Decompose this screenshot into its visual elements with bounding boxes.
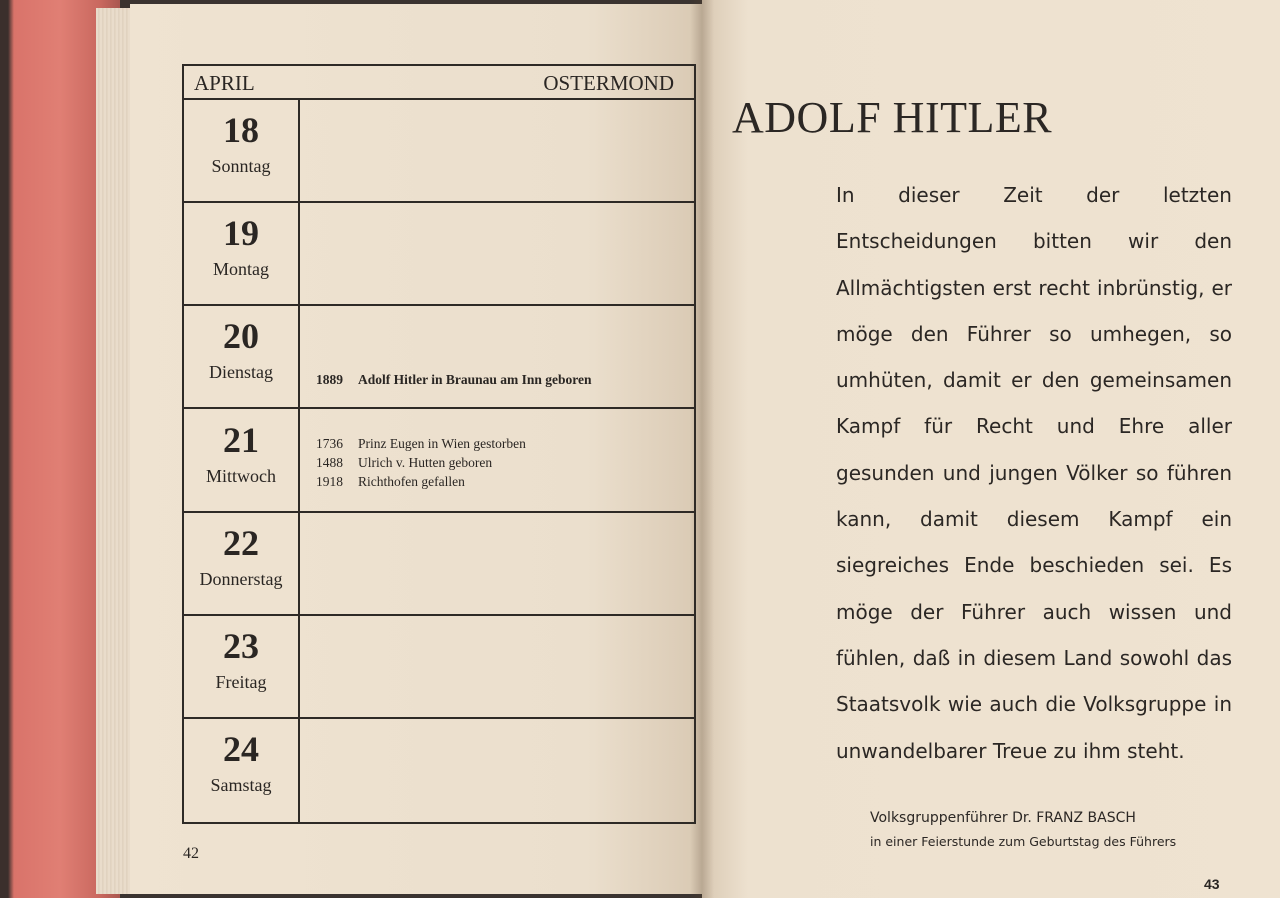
page-title: ADOLF HITLER xyxy=(732,93,1053,142)
attribution-author: Volksgruppenführer Dr. FRANZ BASCH xyxy=(870,810,1136,826)
day-events xyxy=(316,719,686,819)
calendar-table xyxy=(182,64,696,824)
day-row xyxy=(184,719,694,822)
attribution-occasion: in einer Feierstunde zum Geburtstag des Führers xyxy=(870,834,1177,849)
day-events xyxy=(316,513,686,613)
event-text: Richthofen gefallen xyxy=(358,473,465,489)
attribution xyxy=(870,806,1230,854)
day-number: 20 xyxy=(223,316,259,357)
month-label: APRIL xyxy=(194,71,255,95)
calendar-header xyxy=(184,66,694,100)
day-number: 18 xyxy=(223,110,259,150)
day-name: Mittwoch xyxy=(206,465,276,486)
day-name: Freitag xyxy=(215,672,267,692)
day-row xyxy=(184,616,694,719)
quote-text: In dieser Zeit der letzten Entscheidungen bitten wir den Allmächtigsten erst recht inbrünstig, er möge den Führer so umhegen, so umhüten, damit er den gemeinsamen Kampf für Recht und Ehre aller gesunden und jungen Völker so führen kann, damit diesem Kampf ein siegreiches Ende beschieden sei. Es möge der Führer auch wissen und fühlen, daß in diesem Land sowohl das Staatsvolk wie auch die Volksgruppe in unwandelbarer Treue zu ihm steht. xyxy=(836,183,1232,763)
day-events xyxy=(316,203,686,303)
day-row xyxy=(184,100,694,203)
day-row xyxy=(184,203,694,306)
event-text: Ulrich v. Hutten geboren xyxy=(358,454,493,470)
month-old-name: OSTERMOND xyxy=(543,71,674,95)
day-name: Dienstag xyxy=(209,362,273,383)
event-text: Adolf Hitler in Braunau am Inn geboren xyxy=(358,372,592,388)
day-name: Donnerstag xyxy=(199,568,283,589)
event-entry xyxy=(316,370,686,389)
day-number: 21 xyxy=(223,419,259,460)
day-name: Sonntag xyxy=(211,156,271,176)
day-number: 22 xyxy=(223,522,259,563)
day-number: 19 xyxy=(223,213,259,254)
page-number-right: 43 xyxy=(1204,876,1220,892)
day-row xyxy=(184,513,694,616)
day-events xyxy=(316,410,686,510)
event-text: Prinz Eugen in Wien gestorben xyxy=(358,435,526,451)
day-number: 24 xyxy=(223,729,259,770)
event-entry xyxy=(316,453,686,472)
day-events xyxy=(316,306,686,406)
day-name: Samstag xyxy=(210,775,272,796)
day-events xyxy=(316,100,686,200)
event-year: 1889 xyxy=(316,372,343,388)
event-entry xyxy=(316,472,686,491)
day-number: 23 xyxy=(223,626,259,666)
event-year: 1488 xyxy=(316,454,343,470)
page-number-left: 42 xyxy=(183,845,199,862)
day-row xyxy=(184,306,694,409)
event-year: 1736 xyxy=(316,435,343,451)
event-entry xyxy=(316,434,686,453)
day-row xyxy=(184,410,694,513)
day-name: Montag xyxy=(213,259,269,280)
event-year: 1918 xyxy=(316,473,343,489)
day-events xyxy=(316,616,686,716)
